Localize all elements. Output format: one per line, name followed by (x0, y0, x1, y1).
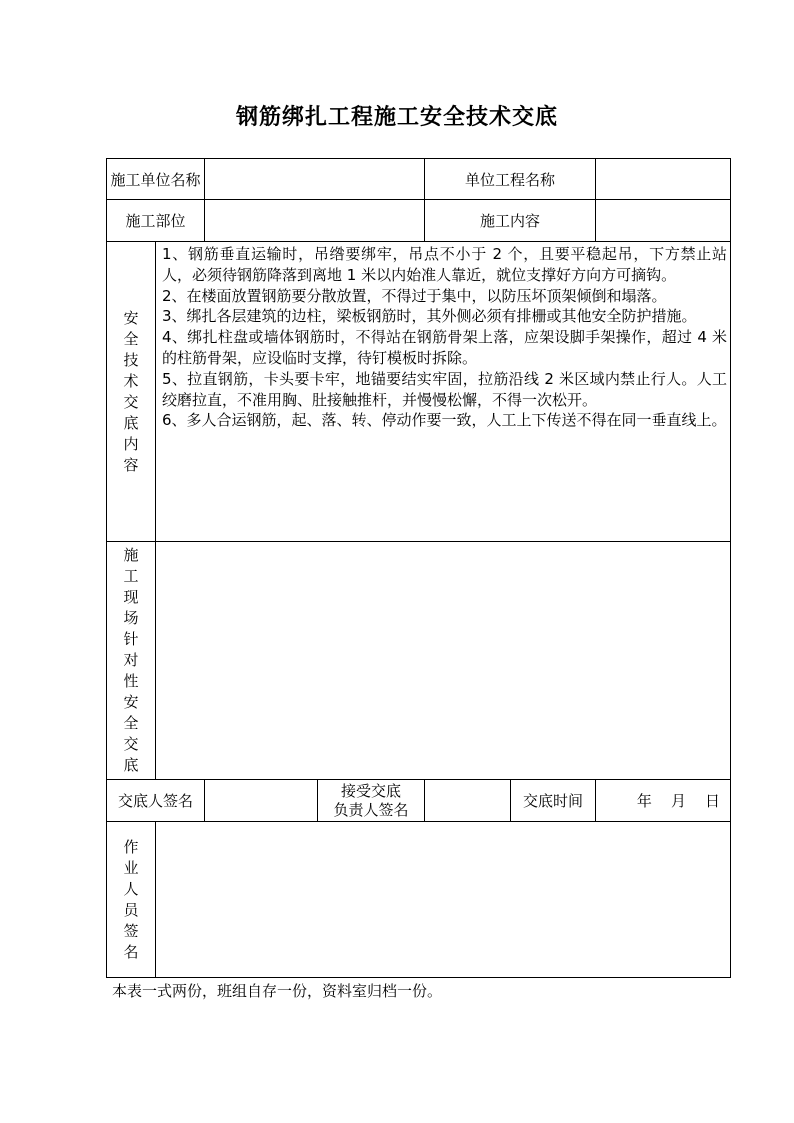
location-field[interactable] (205, 200, 425, 242)
site-specific-field[interactable] (156, 542, 731, 780)
safety-content-body (156, 242, 731, 542)
safety-item: 1、钢筋垂直运输时，吊绺要绑牢，吊点不小于 2 个，且要平稳起吊，下方禁止站人，必须待钢筋降落到离地 1 米以内始准人靠近，就位支撑好方向方可摘钩。 (162, 245, 728, 284)
project-name-label: 单位工程名称 (425, 159, 596, 200)
workers-signature-label (107, 822, 156, 978)
project-name-field[interactable] (596, 159, 731, 200)
row-site-specific (107, 542, 731, 780)
receiver-signature-field[interactable] (425, 780, 511, 822)
discloser-label: 交底人签名 (107, 780, 205, 822)
receiver-label-line1: 接受交底 (341, 781, 402, 800)
workers-signature-field[interactable] (156, 822, 731, 978)
safety-content-label (107, 242, 156, 542)
safety-item: 4、绑扎柱盘或墙体钢筋时，不得站在钢筋骨架上落，应架设脚手架操作，超过 4 米的柱筋骨架，应设临时支撑，待钉模板时拆除。 (162, 328, 728, 367)
row-workers (107, 822, 731, 978)
safety-item: 3、绑扎各层建筑的边柱，梁板钢筋时，其外侧必须有排栅或其他安全防护措施。 (162, 307, 697, 326)
safety-item: 5、拉直钢筋，卡头要卡牢，地锚要结实牢固，拉筋沿线 2 米区域内禁止行人。人工绞磨拉直，不准用胸、肚接触推杆，并慢慢松懈，不得一次松开。 (162, 369, 728, 409)
site-label-text: 施工现场针对性安全交底 (123, 546, 139, 774)
construction-unit-field[interactable] (205, 159, 425, 200)
disclosure-time-label: 交底时间 (511, 780, 596, 822)
construction-unit-label: 施工单位名称 (107, 159, 205, 200)
safety-label-text: 安全技术交底内容 (123, 308, 139, 474)
safety-item: 6、多人合运钢筋，起、落、转、停动作要一致，人工上下传送不得在同一垂直线上。 (162, 411, 727, 430)
site-specific-label (107, 542, 156, 780)
row-location (107, 200, 731, 242)
footnote: 本表一式两份，班组自存一份，资料室归档一份。 (112, 982, 443, 1000)
row-safety-content (107, 242, 731, 542)
discloser-signature-field[interactable] (205, 780, 318, 822)
row-signoff (107, 780, 731, 822)
workers-label-text: 作业人员签名 (123, 837, 139, 961)
content-label: 施工内容 (425, 200, 596, 242)
row-construction-unit (107, 159, 731, 200)
safety-item: 2、在楼面放置钢筋要分散放置，不得过于集中，以防压坏顶架倾倒和塌落。 (162, 286, 667, 305)
receiver-label (318, 780, 425, 822)
content-field[interactable] (596, 200, 731, 242)
receiver-label-line2: 负责人签名 (333, 800, 409, 819)
disclosure-form-table (106, 158, 731, 978)
document-title: 钢筋绑扎工程施工安全技术交底 (235, 104, 558, 130)
location-label: 施工部位 (107, 200, 205, 242)
disclosure-date-field[interactable]: 年 月 日 (596, 780, 731, 822)
